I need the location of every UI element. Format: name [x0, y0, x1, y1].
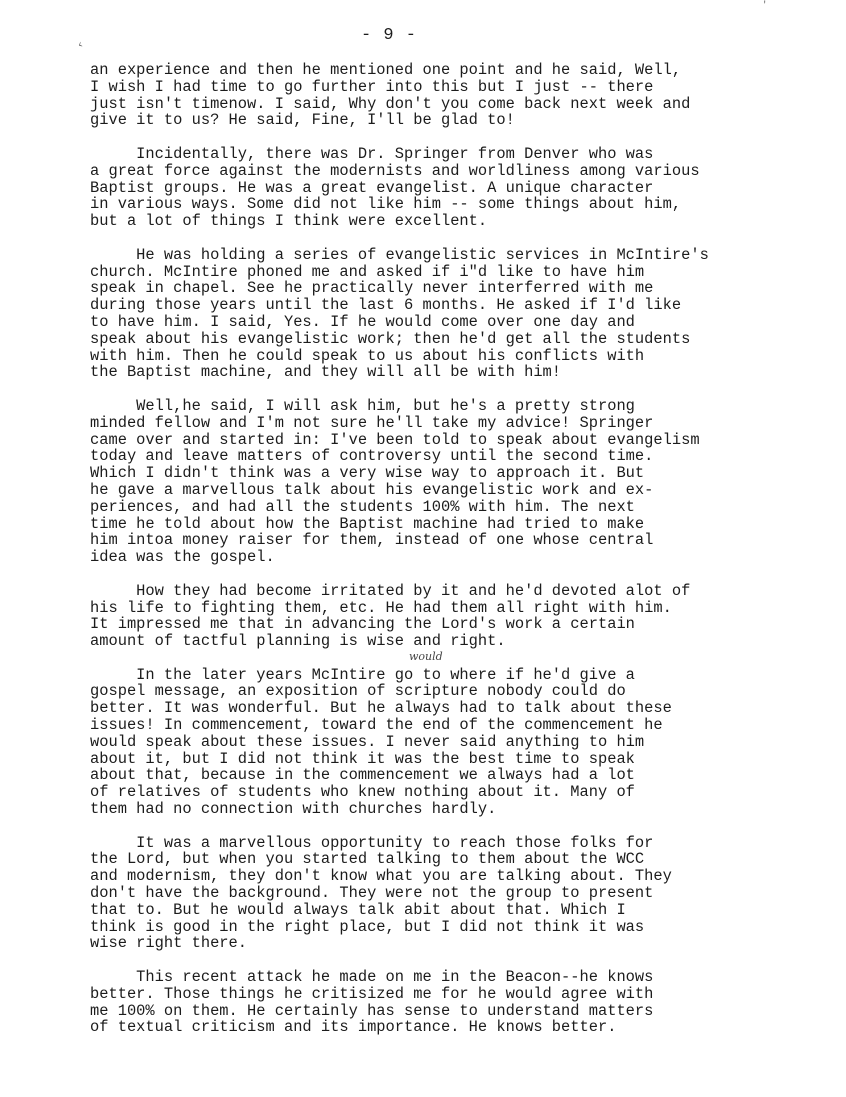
text-line: How they had become irritated by it and he'd devoted alot of: [90, 581, 691, 600]
text-line: He was holding a series of evangelistic services in McIntire's: [90, 245, 709, 264]
paragraph: [90, 583, 790, 650]
paragraph: [90, 398, 790, 566]
paragraph-gap: [90, 952, 790, 969]
text-line: just isn't timenow. I said, Why don't you come back next week and: [90, 94, 691, 113]
text-line: them had no connection with churches hardly.: [90, 800, 497, 819]
text-line: In the later years McIntire go to where if he'd give a: [90, 665, 635, 684]
text-line: of relatives of students who knew nothing about it. Many of: [90, 783, 635, 802]
paragraph-gap: [90, 650, 790, 667]
text-line: think is good in the right place, but I did not think it was: [90, 917, 645, 936]
text-line: of textual criticism and its importance. He knows better.: [90, 1018, 617, 1037]
text-line: came over and started in: I've been told to speak about evangelism: [90, 430, 700, 449]
text-line: today and leave matters of controversy until the second time.: [90, 447, 654, 466]
corner-mark: ': [762, 0, 768, 10]
text-line: don't have the background. They were not the group to present: [90, 884, 654, 903]
text-line: issues! In commencement, toward the end of the commencement he: [90, 716, 663, 735]
text-line: church. McIntire phoned me and asked if i"d like to have him: [90, 262, 645, 281]
text-line: that to. But he would always talk abit about that. Which I: [90, 900, 626, 919]
handwritten-insert: would: [409, 650, 443, 663]
text-line: idea was the gospel.: [90, 548, 275, 567]
text-line: periences, and had all the students 100% with him. The next: [90, 497, 635, 516]
text-line: the Baptist machine, and they will all be with him!: [90, 363, 562, 382]
text-line: Well,he said, I will ask him, but he's a pretty strong: [90, 396, 635, 415]
text-line: about that, because in the commencement we always had a lot: [90, 766, 635, 785]
text-line: about it, but I did not think it was the best time to speak: [90, 749, 635, 768]
text-line: but a lot of things I think were excellent.: [90, 212, 488, 231]
text-line: better. Those things he critisized me for he would agree with: [90, 984, 654, 1003]
text-line: speak about his evangelistic work; then he'd get all the students: [90, 329, 691, 348]
text-line: wise right there.: [90, 934, 248, 953]
paragraph: [90, 667, 790, 818]
paragraph: [90, 146, 790, 230]
text-line: better. It was wonderful. But he always had to talk about these: [90, 699, 672, 718]
text-line: minded fellow and I'm not sure he'll take my advice! Springer: [90, 413, 654, 432]
text-line: him intoa money raiser for them, instead of one whose central: [90, 531, 654, 550]
text-line: he gave a marvellous talk about his evangelistic work and ex-: [90, 480, 654, 499]
paragraph: [90, 247, 790, 381]
page-number: - 9 -: [361, 26, 418, 45]
text-line: and modernism, they don't know what you are talking about. They: [90, 867, 672, 886]
text-line: Which I didn't think was a very wise way to approach it. But: [90, 464, 645, 483]
paragraph-gap: [90, 230, 790, 247]
text-line: gospel message, an exposition of scripture nobody could do: [90, 682, 626, 701]
paragraph: [90, 835, 790, 953]
text-line: It was a marvellous opportunity to reach those folks for: [90, 833, 654, 852]
paragraph: [90, 969, 790, 1036]
text-line: I wish I had time to go further into this but I just -- there: [90, 77, 654, 96]
paragraph-gap: [90, 129, 790, 146]
text-line: an experience and then he mentioned one point and he said, Well,: [90, 61, 682, 79]
margin-mark: ‹: [74, 37, 86, 52]
text-line: give it to us? He said, Fine, I'll be glad to!: [90, 111, 515, 130]
text-line: his life to fighting them, etc. He had them all right with him.: [90, 598, 672, 617]
paragraph-gap: [90, 381, 790, 398]
text-line: speak in chapel. See he practically never interferred with me: [90, 279, 654, 298]
text-line: It impressed me that in advancing the Lord's work a certain: [90, 615, 635, 634]
text-line: a great force against the modernists and worldliness among various: [90, 161, 700, 180]
text-line: the Lord, but when you started talking to them about the WCC: [90, 850, 645, 869]
text-line: would speak about these issues. I never said anything to him: [90, 732, 645, 751]
text-line: during those years until the last 6 months. He asked if I'd like: [90, 296, 682, 315]
paragraph-gap: [90, 566, 790, 583]
text-line: to have him. I said, Yes. If he would come over one day and: [90, 312, 635, 331]
paragraph-gap: [90, 818, 790, 835]
text-line: with him. Then he could speak to us about his conflicts with: [90, 346, 645, 365]
body-text: [90, 62, 790, 1036]
text-line: Incidentally, there was Dr. Springer from Denver who was: [90, 144, 654, 163]
text-line: me 100% on them. He certainly has sense to understand matters: [90, 1001, 654, 1020]
text-line: This recent attack he made on me in the Beacon--he knows: [90, 968, 654, 987]
text-line: Baptist groups. He was a great evangelist. A unique character: [90, 178, 654, 197]
text-line: amount of tactful planning is wise and right.: [90, 632, 506, 651]
paragraph: [90, 62, 790, 129]
text-line: in various ways. Some did not like him -- some things about him,: [90, 195, 682, 214]
text-line: time he told about how the Baptist machine had tried to make: [90, 514, 645, 533]
